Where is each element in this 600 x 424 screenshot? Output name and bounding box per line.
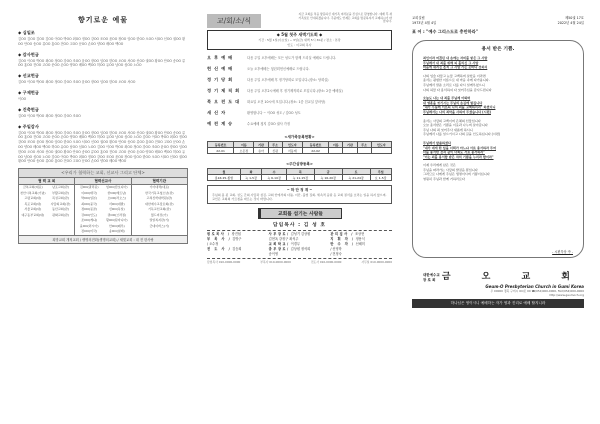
partner-item: 강OO(인도) [81,212,98,217]
staff-role: 교회학교/ [268,242,290,246]
partner-item: 대구동부교회(대) [21,212,45,217]
poem-line: 너를 용서한 것과 같이 너희도 서로 용서하라" [423,150,485,155]
staff-role: 사무장로/ [268,232,290,236]
staff-name: / 전정숙 [330,252,342,256]
notice-text: 다음 주일 오후예배 후 정기당회로 모입니다.(장소: 당회실) [247,78,329,82]
table-header: 주일 [370,169,391,175]
partner-item: 신OO(독일) [108,207,125,212]
partner-item: 안OO(페루) [108,223,125,228]
poem-stanza [423,96,573,114]
partner-item: 조OO(케냐) [81,218,98,223]
staff-role: 전 도 사 / [207,247,232,251]
denomination-line1: 대한예수교 [422,273,440,277]
notice-item [207,121,392,127]
poem-stanza [423,141,573,159]
offering-section-names: 김OO 이OO 박OO 최OO 정OO 강OO 조OO 윤OO 장OO 임OO 한OO 오OO 서OO [18,80,136,85]
staff-entry [330,252,392,257]
denomination-line2: 장 로 회 [422,277,436,282]
discipline-box [207,185,392,204]
partner-item: 최OO(중국) [81,201,98,206]
partner-item: 송OO(칠레) [108,229,125,234]
partner-item: 박OO(일본) [81,196,98,201]
partner-item: 한OO(베트남) [107,190,127,195]
poem-line: "내가 네게 한 일을 너희가 아느냐 서로 용서하라 주여 [423,145,496,150]
poem-line: 주님께서 내 죄를 위해 피 흘리신 그 사랑 [423,60,479,65]
poem-line: 이제 우리에게 남은 것은 [423,163,456,168]
notice-label: 정기당회 [207,77,236,82]
offerings-page [18,0,188,424]
notice-text: 화요일 오전 10시에 모입니다.(장소: 1층 친교실 앞마당) [247,100,326,104]
prayer-title: ◆ 5월 첫주 새벽기도회 ◆ [276,32,323,37]
church-english-name: Geum-O Presbyterian Church in Gumi Korea [485,284,584,289]
phone-number: 전도사 010-0000-0000 [310,260,342,264]
welcome-note: 지금 교회를 처음 방문하신 새가족 여러분을 진심으로 환영합니다. 예배 후 새가족실로 안내하겠습니다. 주중에도 언제든 교회를 방문하셔서 교제하시기 바랍니다. [298,12,392,24]
poem-line: 용서는 사랑의 고백이며 은혜의 선물입니다 [423,118,481,123]
staff-entry [269,252,331,257]
partner-item: 황OO(탄자니아) [106,218,128,223]
staff-role: 총무장로/ [268,247,290,251]
poem-line: "내가 주님께 이르되 나의 죄를 고백하리라" 하였더니 [423,105,496,110]
partner-item: 대한예수교장로회(관) [145,201,174,206]
partner-item: 목포교회(대) [24,201,42,206]
newcomers-table [207,141,392,154]
table-row [208,175,392,181]
table-header: 목 [286,169,314,175]
table-cell: 눅 1-5장 [240,175,261,181]
staff-name: 김성기 김상원 [290,232,311,236]
prayer-line1: 기간 : 5월 1일(수요일) ~ 3일(금) 새벽 5시 30분 / 장소 : 본당 [258,38,341,42]
partner-item: 기아대책(대표) [149,185,170,190]
poem-signature: - 시편묵상 中 - [552,250,573,254]
poem-line: 주님 나의 죄 씻어주사 새롭게 하시니 [423,127,473,132]
phone-number: 담임목사 010-0000-0000 [207,260,241,264]
partners-column [19,178,75,235]
notice-item [207,110,392,116]
senior-pastor: 담임목사 : 김 성 호 [272,223,327,228]
staff-role: 부 목 사 / [207,237,232,241]
staff-name: 송이영 [268,252,278,256]
poem-line: "이는 죄를 용서함 받은 자의 기쁨을 누리라 함이라" [423,154,494,159]
partner-item: 굿네이버스(기) [149,223,170,228]
poem-line: 주님께서는 나의 죄악을 사하여 주셨습니다 (시편) [423,109,491,114]
phone-list [207,260,392,264]
founded-label: 교회설립 [412,16,425,20]
staff-name: 김승희 [232,247,242,251]
discipline-title: ~ 하 단 정 계 ~ [286,188,313,192]
partner-item: 밀알복지관(기) [149,218,170,223]
partner-item: 월드비전(기) [150,212,168,217]
staff-name: 김상원 정석희 [290,247,311,251]
poem-line: 그러므로 나에게 주님은 생명이시며 기쁨이십니다 [423,172,490,177]
poem-line: 나의 입술 다물고 눈물 고백하며 살았음 이라면 [423,73,486,78]
table-header: 등록번호 [302,142,328,148]
partner-item: 임OO(캄보디아) [106,185,128,190]
poem-line: 용서는 평범한 이름으로 내 마음 속에 다가옵니다. [423,78,490,83]
poem-stanza [423,163,573,181]
offering-section-head: ◆ 선교헌금 [18,73,39,79]
partners-column-head: 협 력 교 회 [19,178,74,185]
partner-item: 동산교회(관) [52,207,69,212]
staff-name: 조상현 [354,232,365,236]
issue-number: 제50권 17호 [565,16,584,20]
notice-text: 다음 주일 오후2시예배 후 정기제직회로 모입니다.(장소: 2층 예배실) [247,89,343,93]
table-header: 인도자 [282,142,302,148]
partner-item: 천안시복교회(기념) [20,190,46,195]
table-cell [357,148,371,154]
poem-stanza [423,56,573,70]
partners-header: <우리가 협력하는 교회, 선교사 그리고 단체> [19,169,187,178]
poem-line: 주님께서 나를 일으키시고 나의 길을 인도하십니다 (시편) [423,132,501,137]
partners-footer: 희망교회 개척교회 / 생명의전화(생명의교회) / 새빛교회 : 대 전 한사랑 [19,235,187,243]
partner-item: 서울교회(대) [24,207,42,212]
partner-item: 서OO(네팔) [108,201,125,206]
offering-section-names: 김OO 이OO 박OO 최OO 정OO 강OO 조OO 윤OO 장OO 임OO 한OO 오OO 서OO 신OO 권OO 황OO 안OO 송OO 류OO 홍OO 전OO 고OO 문OO 손OO 양OO 배OO 백OO 허OO 유OO 남OO 심OO 노OO 김OO 이OO 박OO 최OO 정OO 강OO 조OO 윤OO 장OO 임OO 한OO 오OO 서OO 신OO 권OO 황OO 안OO 송OO 류OO 홍OO 전OO 고OO 문OO 손OO 양OO 배OO 백OO 허OO 유OO 남OO 심OO 노OO 김OO 이OO 박OO 최OO 정OO 강OO 조OO 윤OO 장OO 임OO 한OO 오OO 서OO 신OO 권OO 황OO 안OO 송OO 류OO 홍OO 전OO 고OO 문OO 손OO 양OO 배OO 백OO 허OO 유OO 남OO 심OO 노OO 김OO 이OO 박OO 최OO 정OO 강OO 조OO 윤OO 장OO 임OO 한OO 오OO 서OO 신OO 권OO 황OO 안OO 송OO 류OO 홍OO 전OO 고OO 문OO 손OO 양OO 배OO 백OO [18,130,187,164]
staff-role: 반 주 자 / [330,242,355,246]
staff-role: 관리집사 / [330,232,354,236]
prayer-line2: 인도 : 이교회 목사 [287,42,312,47]
table-header: 토 [342,169,370,175]
prayer-meeting-box [207,30,392,50]
partner-item: 금복교회(대표) [22,185,43,190]
table-header: 이름 [329,142,343,148]
staff-name: 장진섭 [231,232,241,236]
poem-line: 마음에 새겨진 흔적 그 사랑 가는 곳마다 전하리 [423,65,488,70]
notice-text: 다음 주일 오후예배는 모든 성도가 함께 드리실 예배로 드립니다. [247,56,337,60]
table-header: 이름 [234,142,254,148]
staff-role: 원로목사 / [207,232,231,236]
partners-box [18,168,188,244]
partner-item: 평화교회(관) [52,212,69,217]
notice-text: 오늘 오후예배는 청년회헌신예배로 드립니다. [247,67,310,71]
motto-line: 표 어 : "예수 그리스도로 충만하라" [412,29,478,34]
poem-line: 주님께서 말씀하셨다 [423,140,451,145]
staff-name: 이경무 [290,242,300,246]
table-cell [343,148,357,154]
poem-line: 주님을 따라가는 사랑의 발걸음 뿐입니다 [423,167,478,172]
church-address: 우 00000 경북 구미시 OO로 00 ☎(054)000-0000, FAX(054)000-0000 [490,289,584,293]
offering-section-names: 김OO 이OO 박OO 최OO 정OO 강OO 조OO 윤OO 장OO 임OO 한OO 오OO 서OO 신OO 권OO 황OO 안OO 송OO 류OO 홍OO 전OO 고OO 문OO 손OO 양OO 배OO 백OO 허OO 유OO 남OO 심OO 노OO [18,58,186,68]
table-cell: 눅 16-20장 [314,175,342,181]
partner-item: 장OO(미국) [81,229,98,234]
phone-number: 부목사 010-0000-0000 [260,260,291,264]
table-row [208,148,392,154]
partners-column-head: 협력선교사 [75,178,130,185]
partner-item: 권OO(브라질) [107,212,127,217]
notice-item [207,55,392,61]
notice-label: 정기제직회 [207,88,243,93]
partners-grid [19,178,187,235]
table-cell: 22-02 [302,148,328,154]
offering-section-names: 김OO 이OO 박OO 최OO 정OO 강OO 조OO [18,113,81,118]
staff-role: 지 휘 자 / [330,237,355,241]
poem-box [412,40,584,258]
table-cell: 22-01 [208,148,234,154]
motto-banner: 하나님은 영이시니 예배하는 자가 영과 진리로 예배 할지니라 [412,299,584,308]
table-cell: 신평 [268,148,282,154]
poem-stanza [423,74,573,92]
table-header: 주소 [357,142,371,148]
table-cell: 눅 6-10장 [262,175,287,181]
offering-section-head: ◆ 십일조 [18,30,35,35]
table-header: 등록번호 [208,142,234,148]
poem-line: 나의 허물 다 용서하여 다 씻어주심을 감사드립니다 [423,87,492,92]
offering-section-head: ◆ 주일감사 [18,123,39,129]
staff-list [207,230,392,259]
table-header: 월 [208,169,241,175]
table-cell: 눅 21-24장 [342,175,370,181]
newcomers-title: <새가족등록현황> [284,135,315,139]
notice-text: 환영합니다 ~ 이OO 성도 / 김OO 성도 [247,111,301,115]
partner-item: 오OO(라오스) [107,196,127,201]
notice-label: 오후예배 [207,55,236,60]
notice-item [207,77,392,83]
staff-name: 정용식 [355,237,365,241]
partner-item: 부활교회(관) [52,190,69,195]
partner-item: 윤OO(러시아) [79,223,99,228]
table-header: 수 [262,169,287,175]
table-cell [329,148,343,154]
staff-name: 김현옥 강정구 최석주 [268,237,299,241]
news-tag: 교/회/소/식 [207,14,261,28]
notice-item [207,99,392,105]
notice-label: 예전계승 [207,121,236,126]
notice-label: 북오전도대 [207,99,243,104]
bulletin-header [412,16,584,25]
poem-line: 주님께서 말씀 소리로 나를 다시 일깨우셨으니 [423,82,485,87]
staff-name: / 오수정 [207,242,219,246]
discipline-body: 주님의 몸 된 교회, 성도 간의 사랑과 섬김, 교회 안에서의 다툼, 이단, 불법 집회, 세속적 음란 등 교회 질서를 흐리는 일을 하지 않으며, 교인은 교회의 가르침을 따르는 것이 바랍니다. [212,193,387,201]
offering-section-head: ◆ 건축헌금 [18,106,39,112]
notice-label: 헌신예배 [207,66,236,71]
offerings-title: 향기로운 예물 [77,16,128,24]
poem-title: 용서 받은 기쁨. [481,47,515,52]
table-header: 기관 [254,142,268,148]
offering-sections [18,30,188,164]
table-cell: 유아 [254,148,268,154]
staff-entry [207,252,269,257]
partner-item: 고려신학대학원(관) [146,196,173,201]
partners-column [132,178,187,235]
founded-date: 1973년 4월 4일 [412,20,437,25]
partners-column [75,178,131,235]
poem-line: 내 영혼을 씻기시는 주님의 손길에 맡깁니다 [423,100,483,105]
table-header: 금 [314,169,342,175]
servants-title: 교회를 섬기는 사람들 [258,208,342,219]
notice-item [207,88,392,94]
poem-stanza [423,119,573,137]
poem-line: 영원히 주님과 함께 거하리로다 [423,177,465,182]
table-cell [371,148,391,154]
table-cell: 오은정 [234,148,254,154]
staff-name: / 신영학 [330,247,342,251]
partner-item: 고령교회(대) [24,196,42,201]
table-cell: 서동계 [282,148,302,154]
staff-name: 김방구 [232,237,242,241]
partner-item: 사랑의교회(관) [50,201,71,206]
offering-section-head: ◆ 구제헌금 [18,89,39,95]
partner-item: 이OO(태국) [81,190,98,195]
table-header: 기관 [343,142,357,148]
partner-item: 한국기독교청소년(관) [145,190,174,195]
notice-text: 수요예배 청지 김OO 권사 가정 [247,122,290,126]
issue-date: 2022년 4월 24일 [557,20,584,25]
notice-item [207,66,392,72]
offering-section-head: ◆ 감사헌금 [18,51,39,57]
church-name: 금 오 교 회 [441,272,584,282]
cover-page [412,0,584,424]
partner-item: 남포교회(관) [52,185,69,190]
table-header: 인도자 [371,142,391,148]
poem-line: 오늘 용서받은 기쁨을 이웃과 나누며 살아갑니다 [423,123,488,128]
notice-label: 새신자 [207,110,229,115]
partner-item: 목성교회(관) [52,196,69,201]
partner-item: 정OO(몽골) [81,207,98,212]
church-name-block [412,269,584,282]
partner-item: 김OO(필리핀) [79,185,99,190]
table-header: 주소 [268,142,282,148]
partners-column-head: 협력기관 [132,178,187,185]
phone-number: 사무실 010-0000-0000 [361,260,392,264]
weekly-title: <주간심방동록> [286,162,313,166]
partner-item: 기독교선교회(관) [148,207,171,212]
offering-section-names: 김OO 김OO 김OO 김OO 이OO 박OO 최OO 정OO 강OO 조OO 윤OO 장OO 임OO 한OO 오OO 서OO 신OO 권OO 황OO 안OO 송OO 류OO 홍OO 전OO 고OO 문OO 손OO 양OO 배OO 백OO [18,37,186,46]
table-cell: 요 1-5장 [370,175,391,181]
weekly-table [207,168,392,181]
poem-line: 죄인이라 여겼던 내 손에는 자비를 받은 그 사람 [423,56,488,60]
poem-body [423,56,573,182]
poem-line: 오늘도 나는 내 죄를 주님께 아뢰며 [423,96,471,101]
staff-name: 신혜미 [355,242,365,246]
church-url[interactable]: http://www.geumoch.org [549,293,584,297]
notices-list [207,55,392,127]
table-cell: 롬16:25-종합 [208,175,241,181]
offering-section-names: 이OO [18,96,27,101]
table-cell: 눅 11-15장 [286,175,314,181]
table-header: 화 [240,169,261,175]
church-news-page [207,0,392,424]
